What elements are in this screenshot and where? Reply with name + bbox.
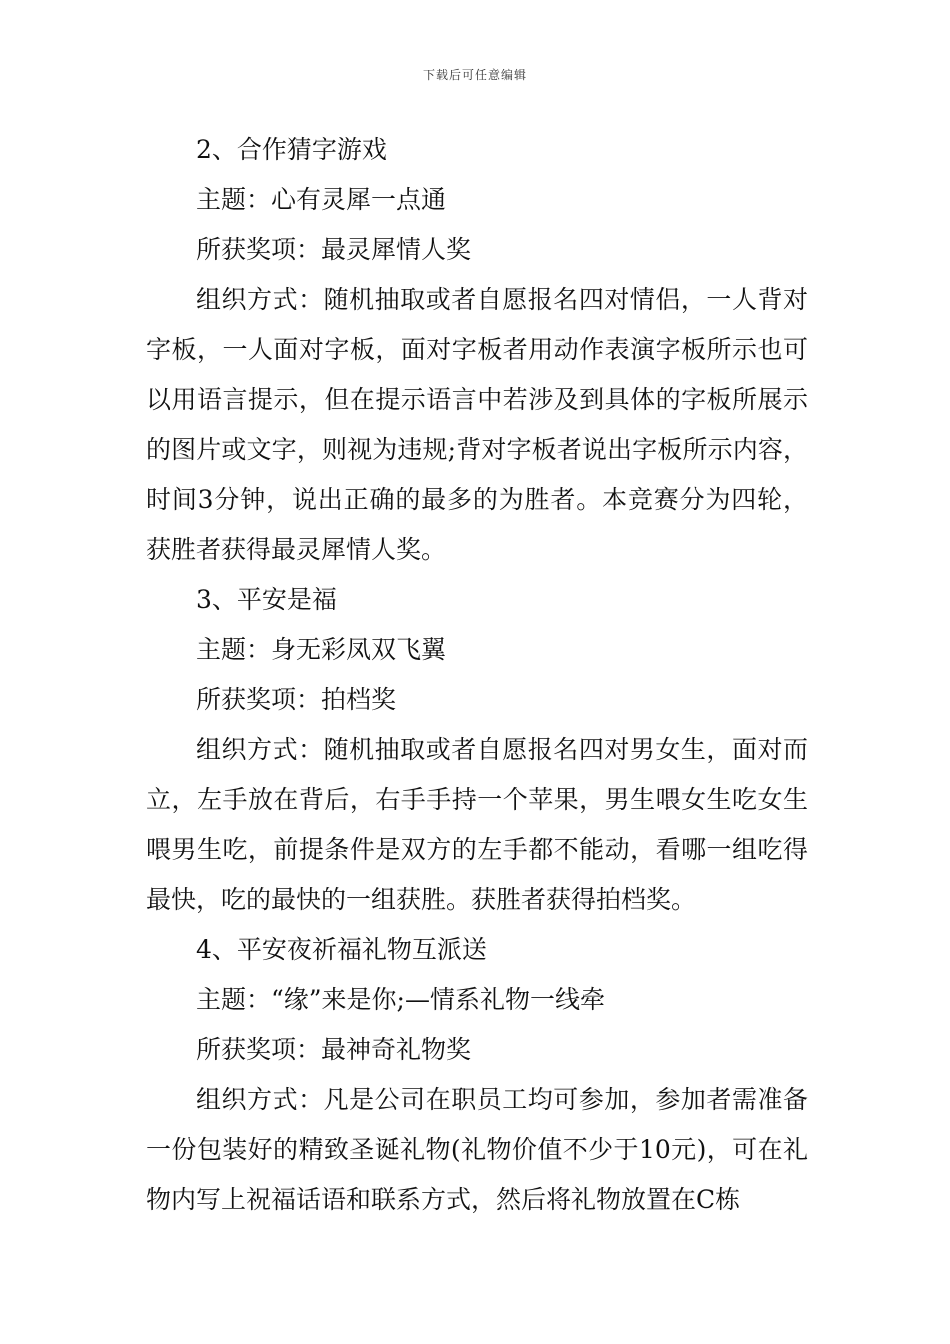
- award-line: 所获奖项：最神奇礼物奖: [196, 1035, 472, 1064]
- organization-paragraph: 组织方式：凡是公司在职员工均可参加，参加者需准备一份包装好的精致圣诞礼物(礼物价值不少于10元)，可在礼物内写上祝福话语和联系方式，然后将礼物放置在C栋: [146, 1085, 808, 1214]
- section-heading-2: 2、合作猜字游戏: [196, 135, 387, 164]
- theme-line: 主题：身无彩凤双飞翼: [196, 635, 447, 664]
- theme-line: 主题：“缘”来是你;—情系礼物一线牵: [196, 985, 605, 1014]
- theme-line: 主题：心有灵犀一点通: [196, 185, 447, 214]
- section-heading-3: 3、平安是福: [196, 585, 337, 614]
- page-header: 下载后可任意编辑: [422, 68, 527, 82]
- award-line: 所获奖项：最灵犀情人奖: [196, 235, 472, 264]
- organization-paragraph: 组织方式：随机抽取或者自愿报名四对情侣，一人背对字板，一人面对字板，面对字板者用动作表演字板所示也可以用语言提示，但在提示语言中若涉及到具体的字板所展示的图片或文字，则视为违规;背对字板者说出字板所示内容，时间3分钟，说出正确的最多的为胜者。本竞赛分为四轮，获胜者获得最灵犀情人奖。: [146, 285, 808, 564]
- section-heading-4: 4、平安夜祈福礼物互派送: [196, 935, 487, 964]
- award-line: 所获奖项：拍档奖: [196, 685, 397, 714]
- document-body: [146, 125, 808, 1225]
- organization-paragraph: 组织方式：随机抽取或者自愿报名四对男女生，面对而立，左手放在背后，右手手持一个苹果，男生喂女生吃女生喂男生吃，前提条件是双方的左手都不能动，看哪一组吃得最快，吃的最快的一组获胜。获胜者获得拍档奖。: [146, 735, 808, 914]
